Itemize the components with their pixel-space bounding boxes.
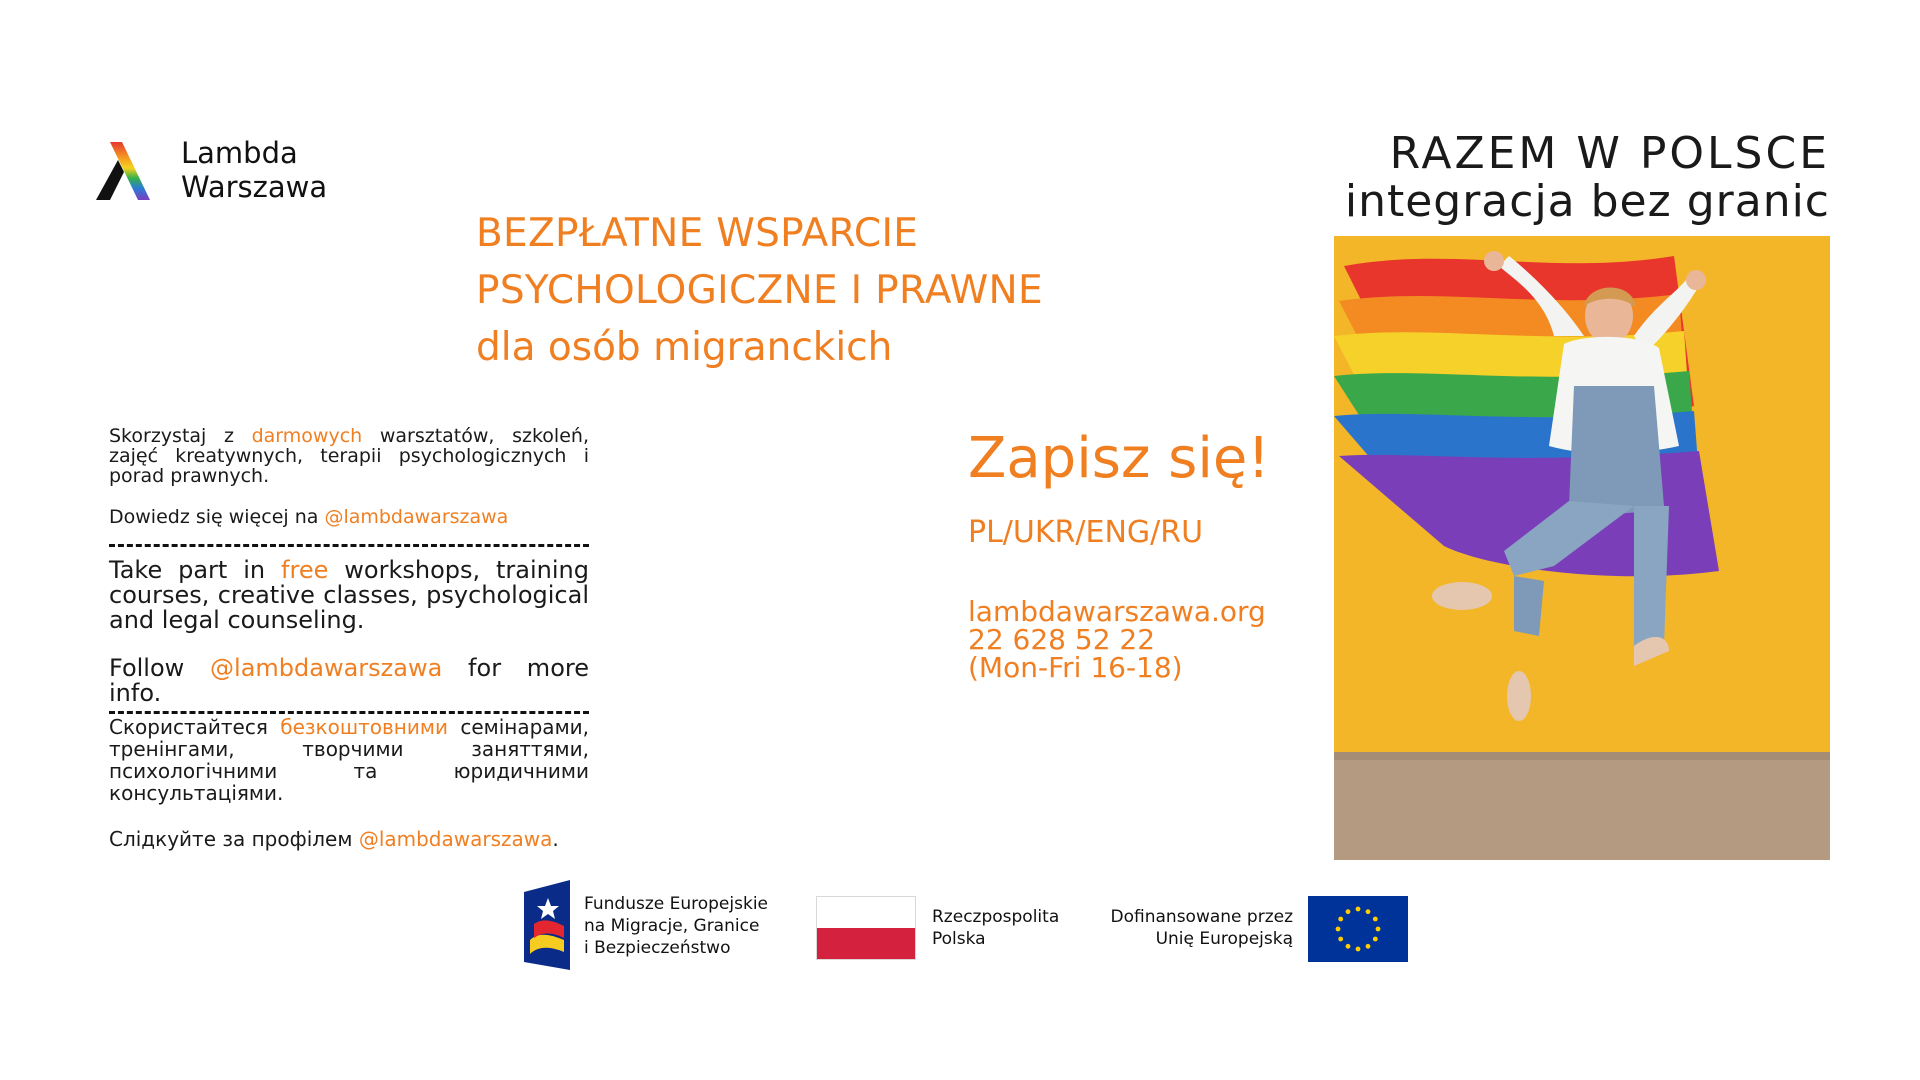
contact-info bbox=[968, 595, 1266, 684]
ukrainian-p1-highlight: безкоштовними bbox=[280, 715, 448, 739]
jumping-person-photo bbox=[1334, 236, 1830, 860]
eu-star bbox=[1338, 937, 1343, 942]
dashed-divider-1 bbox=[109, 544, 589, 547]
republic-line-2: Polska bbox=[932, 929, 986, 949]
republic-of-poland-text bbox=[932, 906, 1059, 950]
republic-line-1: Rzeczpospolita bbox=[932, 907, 1060, 927]
logo-line-2: Warszawa bbox=[181, 170, 328, 204]
european-funds-text bbox=[584, 893, 768, 959]
eu-star bbox=[1356, 907, 1361, 912]
european-funds-logo-icon bbox=[524, 880, 570, 970]
languages-list: PL/UKR/ENG/RU bbox=[968, 515, 1204, 550]
signup-title: Zapisz się! bbox=[968, 426, 1270, 491]
office-hours: (Mon-Fri 16-18) bbox=[968, 651, 1183, 684]
eu-star bbox=[1346, 944, 1351, 949]
eu-line-2: Unię Europejską bbox=[1155, 929, 1293, 949]
english-paragraph-1 bbox=[109, 558, 589, 633]
headline-line-2: PSYCHOLOGICZNE I PRAWNE bbox=[476, 268, 1043, 313]
ukrainian-instagram-handle[interactable]: @lambdawarszawa bbox=[358, 827, 553, 851]
polish-p1-pre: Skorzystaj z bbox=[109, 425, 252, 447]
campaign-title bbox=[1345, 130, 1830, 226]
eu-cofinanced-text bbox=[1111, 906, 1293, 950]
headline-line-3: dla osób migranckich bbox=[476, 325, 893, 370]
eu-star bbox=[1373, 917, 1378, 922]
phone-number[interactable]: 22 628 52 22 bbox=[968, 623, 1156, 656]
polish-p2-pre: Dowiedz się więcej na bbox=[109, 506, 325, 528]
european-funds-line-1: Fundusze Europejskie bbox=[584, 894, 768, 914]
english-p1-highlight: free bbox=[281, 556, 329, 584]
english-p1-pre: Take part in bbox=[109, 556, 282, 584]
headline-line-1: BEZPŁATNE WSPARCIE bbox=[476, 211, 919, 256]
european-funds-line-2: na Migracje, Granice bbox=[584, 916, 760, 936]
eu-star bbox=[1336, 927, 1341, 932]
english-p2-post: for more info. bbox=[109, 654, 589, 707]
lambda-logo bbox=[96, 136, 356, 204]
eu-star bbox=[1346, 909, 1351, 914]
english-instagram-handle[interactable]: @lambdawarszawa bbox=[210, 654, 443, 682]
eu-star bbox=[1366, 944, 1371, 949]
website-link[interactable]: lambdawarszawa.org bbox=[968, 595, 1266, 628]
eu-star bbox=[1366, 909, 1371, 914]
campaign-title-line-2: integracja bez granic bbox=[1344, 176, 1830, 227]
polish-p1-post: warsztatów, szkoleń, zajęć kreatywnych, terapii psychologicznych i porad prawnych. bbox=[109, 425, 589, 487]
lambda-rainbow-icon bbox=[96, 142, 152, 200]
ukrainian-paragraph-2 bbox=[109, 828, 589, 850]
english-paragraph-2 bbox=[109, 656, 589, 706]
polish-paragraph-1 bbox=[109, 426, 589, 486]
ukrainian-p1-pre: Скористайтеся bbox=[109, 715, 281, 739]
eu-star bbox=[1373, 937, 1378, 942]
headline bbox=[476, 205, 1176, 376]
english-p1-post: workshops, training courses, creative classes, psychological and legal counseling. bbox=[109, 556, 589, 634]
eu-star bbox=[1356, 947, 1361, 952]
english-p2-pre: Follow bbox=[109, 654, 211, 682]
polish-p1-highlight: darmowych bbox=[251, 425, 363, 447]
ukrainian-p1-post: семінарами, тренінгами, творчими заняттями, психологічними та юридичними консультаціями. bbox=[109, 715, 590, 805]
polish-instagram-handle[interactable]: @lambdawarszawa bbox=[324, 506, 509, 528]
ukrainian-p2-post: . bbox=[552, 827, 559, 851]
eu-flag-icon bbox=[1308, 896, 1408, 962]
ukrainian-p2-pre: Слідкуйте за профілем bbox=[109, 827, 359, 851]
eu-line-1: Dofinansowane przez bbox=[1110, 907, 1293, 927]
dashed-divider-2 bbox=[109, 711, 589, 714]
eu-star bbox=[1376, 927, 1381, 932]
logo-line-1: Lambda bbox=[181, 136, 298, 170]
ukrainian-paragraph-1 bbox=[109, 716, 589, 804]
campaign-title-line-1: RAZEM W POLSCE bbox=[1389, 128, 1830, 179]
polish-paragraph-2 bbox=[109, 506, 589, 528]
european-funds-line-3: i Bezpieczeństwo bbox=[584, 938, 731, 958]
polish-flag-icon bbox=[816, 896, 916, 960]
eu-star bbox=[1338, 917, 1343, 922]
